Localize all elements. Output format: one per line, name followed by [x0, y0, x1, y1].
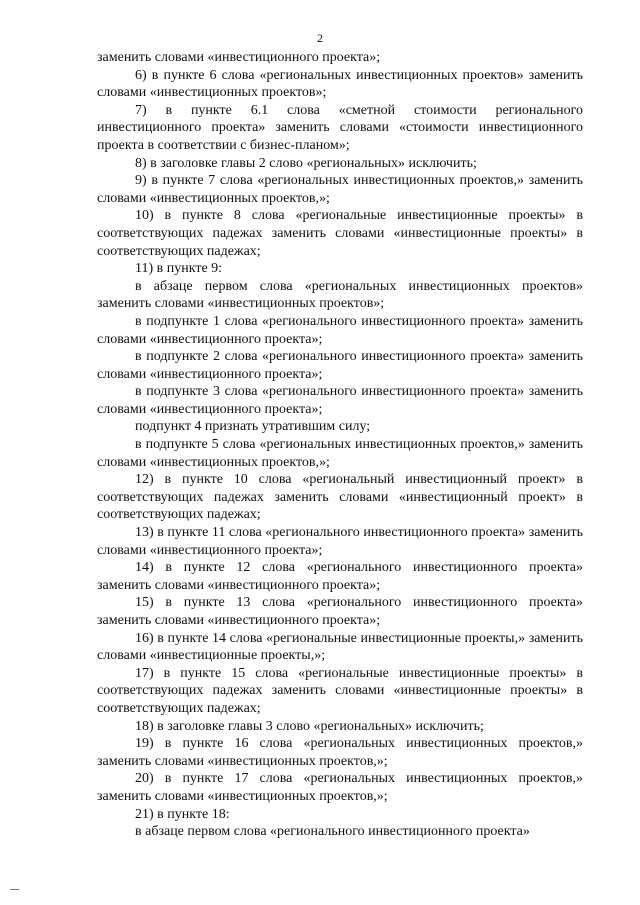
- document-body: [97, 49, 583, 841]
- paragraph-item-6: 6) в пункте 6 слова «региональных инвестиционных проектов» заменить словами «инвестиционных проектов»;: [97, 67, 583, 101]
- paragraph-item-17: 17) в пункте 15 слова «региональные инвестиционные проекты» в соответствующих падежах заменить словами «инвестиционные проекты» в соответствующих падежах;: [97, 665, 583, 716]
- paragraph-item-12: 12) в пункте 10 слова «региональный инвестиционный проект» в соответствующих падежах заменить словами «инвестиционный проект» в соответствующих падежах;: [97, 472, 583, 523]
- paragraph-item-10: 10) в пункте 8 слова «региональные инвестиционные проекты» в соответствующих падежах заменить словами «инвестиционные проекты» в соответствующих падежах;: [97, 208, 583, 259]
- paragraph-item-13: 13) в пункте 11 слова «регионального инвестиционного проекта» заменить словами «инвестиционного проекта»;: [97, 525, 583, 558]
- paragraph-item-11-subitem-3: в подпункте 3 слова «регионального инвестиционного проекта» заменить словами «инвестиционного проекта»;: [97, 384, 583, 417]
- paragraph-item-11-abzac-1: в абзаце первом слова «региональных инвестиционных проектов» заменить словами «инвестиционных проектов»;: [97, 278, 583, 312]
- paragraph-item-7: 7) в пункте 6.1 слова «сметной стоимости регионального инвестиционного проекта» заменить словами «стоимости инвестиционного проекта в соответствии с бизнес-планом»;: [97, 102, 583, 153]
- page-number: 2: [317, 31, 323, 45]
- paragraph-item-19: 19) в пункте 16 слова «региональных инвестиционных проектов,» заменить словами «инвестиционных проектов,»;: [97, 736, 583, 769]
- paragraph-item-11-subitem-5: в подпункте 5 слова «региональных инвестиционных проектов,» заменить словами «инвестиционных проектов,»;: [97, 437, 583, 470]
- paragraph-item-11: 11) в пункте 9:: [135, 261, 223, 277]
- paragraph-item-11-subitem-4: подпункт 4 признать утратившим силу;: [135, 419, 371, 435]
- paragraph-item-21: 21) в пункте 18:: [135, 806, 230, 822]
- paragraph-item-15: 15) в пункте 13 слова «регионального инвестиционного проекта» заменить словами «инвестиционного проекта»;: [97, 595, 583, 628]
- paragraph-item-11-subitem-2: в подпункте 2 слова «регионального инвестиционного проекта» заменить словами «инвестиционного проекта»;: [97, 349, 583, 382]
- paragraph-item-20: 20) в пункте 17 слова «региональных инвестиционных проектов,» заменить словами «инвестиционных проектов,»;: [97, 771, 583, 804]
- paragraph-item-18: 18) в заголовке главы 3 слово «региональных» исключить;: [135, 718, 484, 734]
- paragraph-item-16: 16) в пункте 14 слова «региональные инвестиционные проекты,» заменить словами «инвестиционные проекты,»;: [97, 630, 583, 664]
- paragraph-item-21-abzac-1: в абзаце первом слова «регионального инвестиционного проекта»: [135, 824, 530, 840]
- paragraph-item-14: 14) в пункте 12 слова «регионального инвестиционного проекта» заменить словами «инвестиционного проекта»;: [97, 560, 583, 593]
- paragraph-item-11-subitem-1: в подпункте 1 слова «регионального инвестиционного проекта» заменить словами «инвестиционного проекта»;: [97, 313, 583, 347]
- scan-mark: [10, 889, 19, 890]
- paragraph-item-8: 8) в заголовке главы 2 слово «региональных» исключить;: [135, 155, 477, 171]
- paragraph-continuation: заменить словами «инвестиционного проекта»;: [97, 50, 381, 65]
- paragraph-item-9: 9) в пункте 7 слова «региональных инвестиционных проектов,» заменить словами «инвестиционных проектов,»;: [97, 173, 583, 206]
